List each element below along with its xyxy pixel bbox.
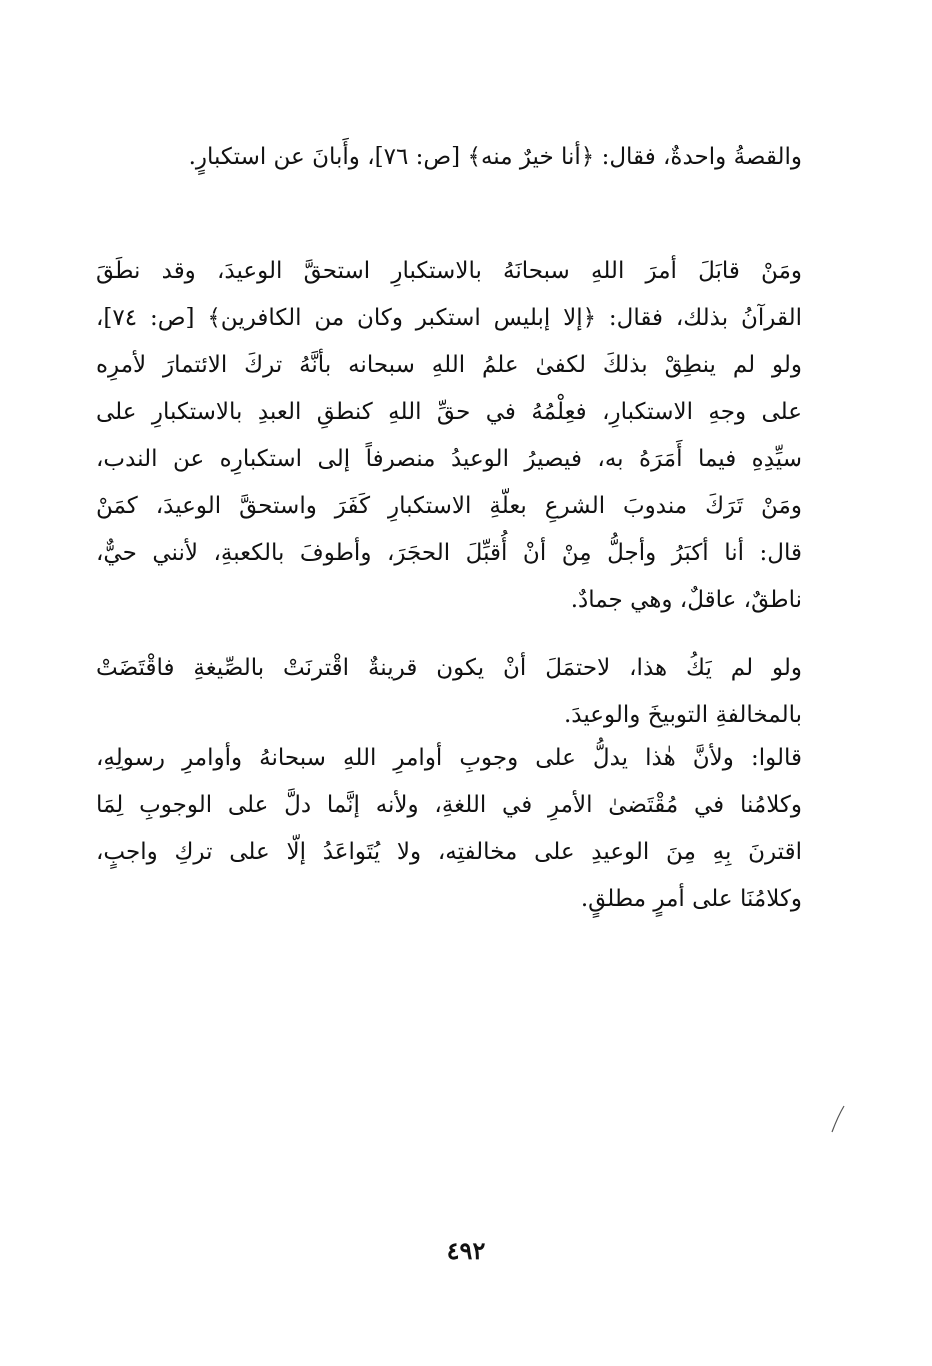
paragraph-4-line-3: اقترنَ بِهِ مِنَ الوعيدِ على مخالفتِه، ولا يُتَواعَدُ إلّا على تركِ واجبٍ،: [96, 839, 802, 865]
paragraph-2-line-3: ولو لم ينطِقْ بذلكَ لكفىٰ علمُ اللهِ سبحانه بأنَّهُ تركَ الائتمارَ لأمرِه: [96, 352, 802, 378]
paragraph-4-line-2: وكلامُنا في مُقْتَضىٰ الأمرِ في اللغةِ، ولأنه إنَّما دلَّ على الوجوبِ لِمَا: [96, 792, 802, 818]
page-number: ٤٩٢: [446, 1236, 486, 1265]
paragraph-3: [96, 645, 802, 739]
paragraph-2-line-1: ومَنْ قابَلَ أمرَ اللهِ سبحانَهُ بالاستكبارِ استحقَّ الوعيدَ، وقد نطَقَ: [96, 258, 802, 284]
paragraph-3-line-1: ولو لم يَكُ هذا، لاحتمَلَ أنْ يكون قرينةٌ اقْترنَتْ بالصِّيغةِ فاقْتَضَتْ: [96, 655, 802, 681]
paragraph-2: [96, 248, 802, 624]
paragraph-3-line-2: بالمخالفةِ التوبيخَ والوعيدَ.: [563, 702, 802, 728]
pen-stroke-mark: [828, 1104, 848, 1134]
paragraph-2-line-8: ناطقٌ، عاقلٌ، وهي جمادٌ.: [570, 587, 802, 613]
paragraph-4-line-1: قالوا: ولأنَّ هٰذا يدلُّ على وجوبِ أوامرِ اللهِ سبحانهُ وأوامرِ رسولِهِ،: [96, 745, 802, 771]
paragraph-4-line-4: وكلامُنَا على أمرٍ مطلقٍ.: [580, 886, 802, 912]
paragraph-1: [96, 134, 802, 181]
paragraph-4: [96, 735, 802, 923]
paragraph-2-line-5: سيِّدِهِ فيما أَمَرَهُ به، فيصيرُ الوعيدُ منصرفاً إلى استكبارِه عن الندب،: [96, 446, 802, 472]
paragraph-1-line-1: والقصةُ واحدةٌ، فقال: ﴿أنا خيرٌ منه﴾ [ص: ٧٦]، وأَبانَ عن استكبارٍ.: [188, 144, 802, 170]
paragraph-2-line-4: على وجهِ الاستكبارِ، فعِلْمُهُ في حقِّ اللهِ كنطقِ العبدِ بالاستكبارِ على: [96, 399, 802, 425]
paragraph-2-line-2: القرآنُ بذلك، فقال: ﴿إلا إبليس استكبر وكان من الكافرين﴾ [ص: ٧٤]،: [96, 305, 802, 331]
paragraph-2-line-7: قال: أنا أكبَرُ وأجلُّ مِنْ أنْ أُقبِّلَ الحجَرَ، وأطوفَ بالكعبةِ، لأنني حيٌّ،: [96, 540, 802, 566]
paragraph-2-line-6: ومَنْ تَرَكَ مندوبَ الشرعِ بعلّةِ الاستكبارِ كَفَرَ واستحقَّ الوعيدَ، كمَنْ: [96, 493, 802, 519]
